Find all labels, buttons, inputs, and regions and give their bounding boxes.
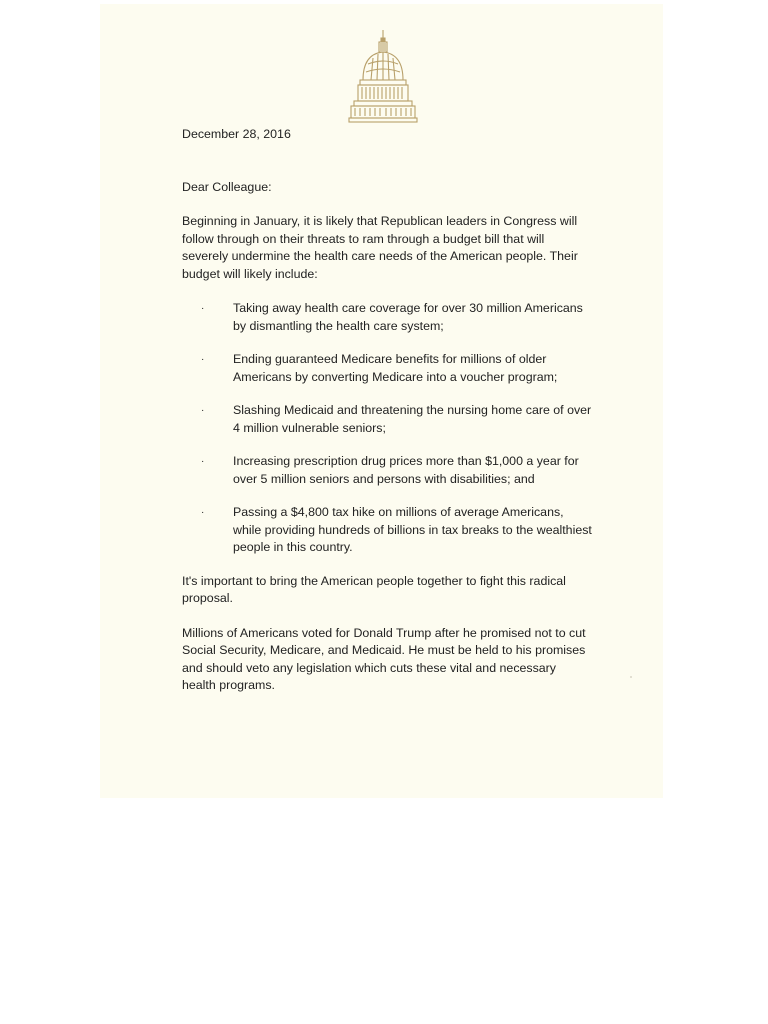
closing-paragraph: Millions of Americans voted for Donald Trump after he promised not to cut Social Security, Medicare, and Medicaid. He must be held to his promises and should veto any legislation which cuts these vital and necessary health programs. bbox=[182, 625, 586, 692]
scan-speck bbox=[630, 676, 632, 678]
list-item bbox=[182, 300, 592, 335]
capitol-dome-icon bbox=[348, 28, 418, 128]
bullet-list bbox=[182, 300, 592, 557]
list-item-text: Ending guaranteed Medicare benefits for millions of older Americans by converting Medicare into a voucher program; bbox=[233, 352, 558, 384]
list-item bbox=[182, 453, 592, 488]
list-item bbox=[182, 402, 592, 437]
body-paragraph: It's important to bring the American people together to fight this radical proposal. bbox=[182, 573, 566, 605]
bullet-marker: · bbox=[201, 303, 205, 314]
list-item-text: Increasing prescription drug prices more than $1,000 a year for over 5 million seniors and persons with disabilities; and bbox=[233, 454, 579, 486]
bullet-marker: · bbox=[201, 456, 205, 467]
salutation: Dear Colleague: bbox=[182, 179, 272, 194]
list-item bbox=[182, 504, 592, 557]
letter-page bbox=[100, 4, 663, 798]
letter-body bbox=[182, 126, 592, 695]
bullet-marker: · bbox=[201, 354, 205, 365]
list-item bbox=[182, 351, 592, 386]
list-item-text: Passing a $4,800 tax hike on millions of average Americans, while providing hundreds of billions in tax breaks to the wealthiest people in this country. bbox=[233, 505, 592, 554]
letter-date: December 28, 2016 bbox=[182, 127, 291, 141]
intro-paragraph: Beginning in January, it is likely that Republican leaders in Congress will follow through on their threats to ram through a budget bill that will severely undermine the health care needs of the American people. Their budget will likely include: bbox=[182, 214, 578, 281]
list-item-text: Taking away health care coverage for over 30 million Americans by dismantling the health care system; bbox=[233, 301, 583, 333]
bullet-marker: · bbox=[201, 405, 205, 416]
list-item-text: Slashing Medicaid and threatening the nursing home care of over 4 million vulnerable seniors; bbox=[233, 403, 592, 435]
bullet-marker: · bbox=[201, 507, 205, 518]
